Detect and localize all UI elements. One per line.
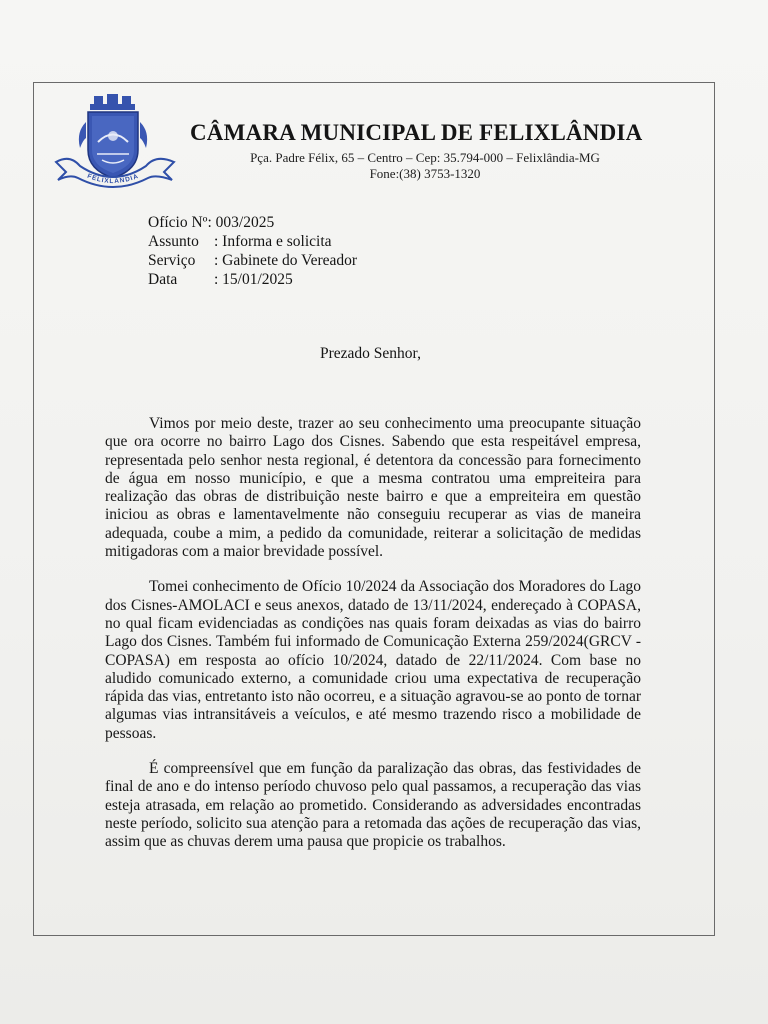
oficio-value: 003/2025 [215, 214, 275, 231]
data-label: Data [148, 271, 178, 288]
data-value: : 15/01/2025 [214, 271, 293, 288]
body-paragraph-1: Vimos por meio deste, trazer ao seu conhecimento uma preocupante situação que ora ocorre no bairro Lago dos Cisnes. Sabendo que esta respeitável empresa, representada pelo senhor nesta regional, é detentora da concessão para fornecimento de água em nosso município, e que a mesma contratou uma empreiteira para realização das obras de distribuição neste bairro e que a empreiteira em questão iniciou as obras e lamentavelmente não conseguiu recuperar as vias de maneira adequada, coube a mim, a pedido da comunidade, reiterar a solicitação de medidas mitigadoras com a maior brevidade possível. [105, 415, 641, 561]
body-paragraph-2: Tomei conhecimento de Ofício 10/2024 da Associação dos Moradores do Lago dos Cisnes-AMOLACI e seus anexos, datado de 13/11/2024, endereçado à COPASA, no qual ficam evidenciadas as condições nas quais foram deixadas as vias do bairro Lago dos Cisnes. Também fui informado de Comunicação Externa 259/2024(GRCV - COPASA) em resposta ao ofício 10/2024, datado de 22/11/2024. Com base no aludido comunicado externo, a comunidade criou uma expectativa de recuperação rápida das vias, entretanto isto não ocorreu, e a situação agravou-se ao ponto de tornar algumas vias intransitáveis a veículos, e até mesmo trazendo risco a mobilidade de pessoas. [105, 578, 641, 742]
assunto-label: Assunto [148, 233, 199, 250]
oficio-row [148, 213, 357, 232]
salutation: Prezado Senhor, [320, 345, 421, 362]
assunto-row [148, 232, 357, 251]
servico-label: Serviço [148, 252, 196, 269]
oficio-label: Ofício Nº: [148, 214, 212, 231]
chamber-title: CÂMARA MUNICIPAL DE FELIXLÂNDIA [190, 120, 643, 145]
servico-value: : Gabinete do Vereador [214, 252, 358, 269]
letter-metadata [148, 213, 357, 289]
svg-text:FELIXLÂNDIA: FELIXLÂNDIA [86, 172, 140, 186]
data-row [148, 270, 357, 289]
assunto-value: : Informa e solicita [214, 233, 332, 250]
servico-row [148, 251, 357, 270]
letter-body [105, 415, 641, 869]
chamber-phone: Fone:(38) 3753-1320 [369, 166, 481, 181]
chamber-address: Pça. Padre Félix, 65 – Centro – Cep: 35.794-000 – Felixlândia-MG [250, 150, 600, 165]
body-paragraph-3: É compreensível que em função da paralização das obras, das festividades de final de ano e do intenso período chuvoso pelo qual passamos, a recuperação das vias esteja atrasada, em relação ao prometido. Considerando as adversidades encontradas neste período, solicito sua atenção para a retomada das ações de recuperação das vias, assim que as chuvas derem uma pausa que propicie os trabalhos. [105, 760, 641, 851]
